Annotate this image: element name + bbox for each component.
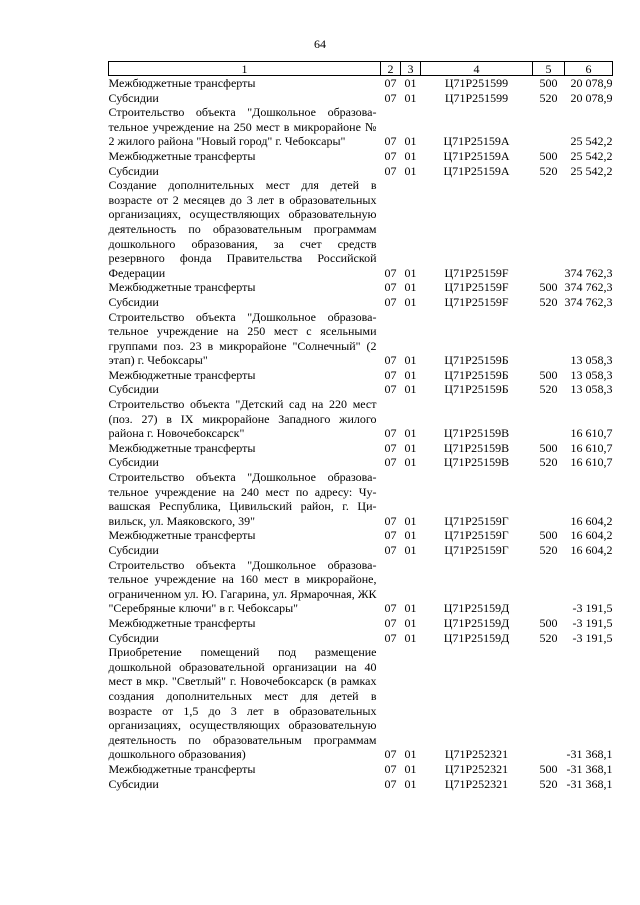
row-expense-type-cell: 520 xyxy=(539,630,558,645)
row-amount-cell: 16 610,7 xyxy=(570,455,613,470)
row-name-cell: Строительство объекта "Дошкольное образовательное учреждение на 250 мест с ясельными группами поз. 23 в микрорайоне "Солнечный" (2 этап) г. Чебоксары" xyxy=(108,309,377,368)
row-section-cell: 07 xyxy=(384,294,397,309)
table-row xyxy=(109,91,613,106)
row-name-cell: Субсидии xyxy=(108,90,159,105)
row-target-article-cell: Ц71P25159В xyxy=(443,455,510,470)
row-amount-cell: 16 604,2 xyxy=(570,543,613,557)
row-expense-type-cell: 500 xyxy=(539,615,558,630)
row-target-article-cell: Ц71P25159А xyxy=(443,163,510,178)
row-name-cell: Строительство объекта "Дошкольное образовательное учреждение на 160 мест в микрорайоне, ограниченном ул. Ю. Гагарина, ул. Ярмарочная, ЖК "Серебряные ключи" в г. Чебоксары" xyxy=(108,557,377,616)
row-amount-cell: 16 610,7 xyxy=(570,440,613,455)
row-expense-type-cell xyxy=(533,645,565,762)
row-name-cell: Межбюджетные трансферты xyxy=(108,76,256,90)
row-expense-type-cell: 500 xyxy=(539,761,558,776)
row-expense-type-cell: 520 xyxy=(539,776,558,791)
row-name-cell: Субсидии xyxy=(108,455,159,470)
header-col-2: 2 xyxy=(381,62,401,76)
row-subsection-cell: 01 xyxy=(404,601,417,616)
row-subsection-cell: 01 xyxy=(404,294,417,309)
row-expense-type-cell xyxy=(533,105,565,149)
row-section-cell: 07 xyxy=(384,543,397,557)
row-amount-cell: 20 078,9 xyxy=(570,76,613,90)
row-name-cell: Субсидии xyxy=(108,543,159,557)
row-section-cell: 07 xyxy=(384,353,397,368)
row-amount-cell: 13 058,3 xyxy=(570,367,613,382)
row-name-cell: Строительство объекта "Дошкольное образовательное учреждение на 250 мест в микрорайоне № 2 жилого района "Новый город" г. Чебоксары" xyxy=(108,105,377,149)
row-subsection-cell: 01 xyxy=(404,353,417,368)
row-expense-type-cell: 520 xyxy=(539,294,558,309)
row-expense-type-cell: 500 xyxy=(539,367,558,382)
row-target-article-cell: Ц71P25159Г xyxy=(444,528,509,543)
table-row xyxy=(109,178,613,280)
row-subsection-cell: 01 xyxy=(404,134,417,149)
row-amount-cell: -31 368,1 xyxy=(566,761,613,776)
table-body xyxy=(109,76,613,792)
row-section-cell: 07 xyxy=(384,148,397,163)
row-amount-cell: 374 762,3 xyxy=(564,294,613,309)
row-section-cell: 07 xyxy=(384,455,397,470)
row-target-article-cell: Ц71P25159В xyxy=(443,426,510,441)
row-subsection-cell: 01 xyxy=(404,382,417,397)
header-col-4: 4 xyxy=(421,62,533,76)
table-row xyxy=(109,455,613,470)
row-section-cell: 07 xyxy=(384,528,397,543)
row-target-article-cell: Ц71P251599 xyxy=(444,76,509,90)
table-row xyxy=(109,762,613,777)
row-target-article-cell: Ц71P25159Б xyxy=(444,353,509,368)
row-section-cell: 07 xyxy=(384,90,397,105)
table-row xyxy=(109,368,613,383)
row-target-article-cell: Ц71P25159Б xyxy=(444,367,509,382)
row-target-article-cell: Ц71P25159А xyxy=(443,148,510,163)
row-name-cell: Межбюджетные трансферты xyxy=(108,280,256,295)
header-col-1: 1 xyxy=(109,62,381,76)
row-target-article-cell: Ц71P25159F xyxy=(444,265,509,280)
row-amount-cell: -3 191,5 xyxy=(572,601,613,616)
row-subsection-cell: 01 xyxy=(404,543,417,557)
row-section-cell: 07 xyxy=(384,440,397,455)
row-subsection-cell: 01 xyxy=(404,265,417,280)
table-row xyxy=(109,164,613,179)
row-name-cell: Межбюджетные трансферты xyxy=(108,440,256,455)
row-section-cell: 07 xyxy=(384,601,397,616)
row-section-cell: 07 xyxy=(384,382,397,397)
row-subsection-cell: 01 xyxy=(404,513,417,528)
row-subsection-cell: 01 xyxy=(404,455,417,470)
row-amount-cell: 25 542,2 xyxy=(570,134,613,149)
row-name-cell: Субсидии xyxy=(108,294,159,309)
row-amount-cell: 13 058,3 xyxy=(570,353,613,368)
row-section-cell: 07 xyxy=(384,761,397,776)
row-name-cell: Создание дополнительных мест для детей в возрасте от 2 месяцев до 3 лет в образовательных организациях, осуществляющих образовательную деятельность по образовательным программам дошкольного образования, за счет средств резервного фонда Правительства Российской Федерации xyxy=(108,178,377,280)
table-row xyxy=(109,528,613,543)
row-target-article-cell: Ц71P25159F xyxy=(444,280,509,295)
row-expense-type-cell: 500 xyxy=(539,280,558,295)
row-section-cell: 07 xyxy=(384,615,397,630)
row-target-article-cell: Ц71P25159Д xyxy=(443,601,510,616)
row-name-cell: Строительство объекта "Дошкольное образовательное учреждение на 240 мест по адресу: Чувашская Республика, Цивильский район, г. Цивильск, ул. Маяковского, 39" xyxy=(108,470,377,528)
table-row xyxy=(109,382,613,397)
row-section-cell: 07 xyxy=(384,280,397,295)
row-subsection-cell: 01 xyxy=(404,776,417,791)
row-name-cell: Субсидии xyxy=(108,163,159,178)
row-amount-cell: -31 368,1 xyxy=(566,747,613,762)
row-name-cell: Субсидии xyxy=(108,630,159,645)
row-subsection-cell: 01 xyxy=(404,761,417,776)
row-section-cell: 07 xyxy=(384,776,397,791)
row-expense-type-cell: 500 xyxy=(539,148,558,163)
row-expense-type-cell: 500 xyxy=(539,440,558,455)
row-subsection-cell: 01 xyxy=(404,440,417,455)
row-subsection-cell: 01 xyxy=(404,747,417,762)
row-section-cell: 07 xyxy=(384,426,397,441)
row-amount-cell: 16 604,2 xyxy=(570,513,613,528)
row-target-article-cell: Ц71P25159Г xyxy=(444,513,509,528)
row-name-cell: Субсидии xyxy=(108,382,159,397)
row-expense-type-cell: 520 xyxy=(539,163,558,178)
row-amount-cell: -31 368,1 xyxy=(566,776,613,791)
table-row xyxy=(109,631,613,646)
row-expense-type-cell xyxy=(533,178,565,280)
row-amount-cell: 25 542,2 xyxy=(570,163,613,178)
row-section-cell: 07 xyxy=(384,747,397,762)
row-amount-cell: 16 604,2 xyxy=(570,528,613,543)
header-col-6: 6 xyxy=(565,62,613,76)
row-name-cell: Межбюджетные трансферты xyxy=(108,367,256,382)
budget-table xyxy=(108,61,613,791)
table-row xyxy=(109,543,613,558)
table-row xyxy=(109,149,613,164)
row-target-article-cell: Ц71P252321 xyxy=(444,747,509,762)
table-row xyxy=(109,295,613,310)
row-expense-type-cell: 520 xyxy=(539,543,558,557)
table-row xyxy=(109,397,613,441)
row-amount-cell: -3 191,5 xyxy=(572,630,613,645)
row-name-cell: Субсидии xyxy=(108,776,159,791)
row-amount-cell: 13 058,3 xyxy=(570,382,613,397)
row-subsection-cell: 01 xyxy=(404,90,417,105)
row-amount-cell: 374 762,3 xyxy=(564,265,613,280)
row-amount-cell: -3 191,5 xyxy=(572,615,613,630)
row-subsection-cell: 01 xyxy=(404,630,417,645)
page-number: 64 xyxy=(314,37,326,51)
table-row xyxy=(109,105,613,149)
header-col-3: 3 xyxy=(401,62,421,76)
row-amount-cell: 20 078,9 xyxy=(570,90,613,105)
row-section-cell: 07 xyxy=(384,163,397,178)
row-expense-type-cell: 520 xyxy=(539,455,558,470)
table-row xyxy=(109,645,613,762)
row-section-cell: 07 xyxy=(384,76,397,90)
row-name-cell: Межбюджетные трансферты xyxy=(108,761,256,776)
row-target-article-cell: Ц71P251599 xyxy=(444,90,509,105)
row-name-cell: Межбюджетные трансферты xyxy=(108,528,256,543)
row-section-cell: 07 xyxy=(384,265,397,280)
table-row xyxy=(109,777,613,792)
row-expense-type-cell xyxy=(533,397,565,441)
row-subsection-cell: 01 xyxy=(404,426,417,441)
row-name-cell: Строительство объекта "Детский сад на 220 мест (поз. 27) в IX микрорайоне Западного жилого района г. Новочебоксарск" xyxy=(108,397,377,441)
row-target-article-cell: Ц71P25159Г xyxy=(444,543,509,557)
row-section-cell: 07 xyxy=(384,134,397,149)
row-amount-cell: 25 542,2 xyxy=(570,148,613,163)
row-target-article-cell: Ц71P252321 xyxy=(444,776,509,791)
table-row xyxy=(109,616,613,631)
row-subsection-cell: 01 xyxy=(404,367,417,382)
row-section-cell: 07 xyxy=(384,367,397,382)
row-section-cell: 07 xyxy=(384,630,397,645)
row-target-article-cell: Ц71P25159F xyxy=(444,294,509,309)
row-name-cell: Межбюджетные трансферты xyxy=(108,148,256,163)
row-subsection-cell: 01 xyxy=(404,528,417,543)
table-row xyxy=(109,441,613,456)
row-section-cell: 07 xyxy=(384,513,397,528)
row-expense-type-cell: 520 xyxy=(539,90,558,105)
row-expense-type-cell: 500 xyxy=(539,76,558,90)
table-row xyxy=(109,76,613,91)
row-name-cell: Межбюджетные трансферты xyxy=(108,615,256,630)
row-target-article-cell: Ц71P25159Б xyxy=(444,382,509,397)
row-expense-type-cell: 500 xyxy=(539,528,558,543)
row-expense-type-cell: 520 xyxy=(539,382,558,397)
row-target-article-cell: Ц71P25159Д xyxy=(443,615,510,630)
table-row xyxy=(109,470,613,528)
header-col-5: 5 xyxy=(533,62,565,76)
row-subsection-cell: 01 xyxy=(404,615,417,630)
row-amount-cell: 16 610,7 xyxy=(570,426,613,441)
row-amount-cell: 374 762,3 xyxy=(564,280,613,295)
row-subsection-cell: 01 xyxy=(404,76,417,90)
row-target-article-cell: Ц71P25159Д xyxy=(443,630,510,645)
table-row xyxy=(109,280,613,295)
row-name-cell: Приобретение помещений под размещение дошкольной образовательной организации на 40 мест в мкр. "Светлый" г. Новочебоксарск (в рамках создания дополнительных мест для детей в возрасте от 1,5 до 3 лет в образовательных организациях, осуществляющих образовательную деятельность по образовательным программам дошкольного образования) xyxy=(108,645,377,762)
row-expense-type-cell xyxy=(533,310,565,368)
table-row xyxy=(109,558,613,616)
row-subsection-cell: 01 xyxy=(404,148,417,163)
table-row xyxy=(109,310,613,368)
row-target-article-cell: Ц71P25159В xyxy=(443,440,510,455)
row-expense-type-cell xyxy=(533,470,565,528)
row-target-article-cell: Ц71P25159А xyxy=(443,134,510,149)
row-expense-type-cell xyxy=(533,558,565,616)
row-subsection-cell: 01 xyxy=(404,280,417,295)
row-target-article-cell: Ц71P252321 xyxy=(444,761,509,776)
table-header-row xyxy=(109,62,613,76)
row-subsection-cell: 01 xyxy=(404,163,417,178)
